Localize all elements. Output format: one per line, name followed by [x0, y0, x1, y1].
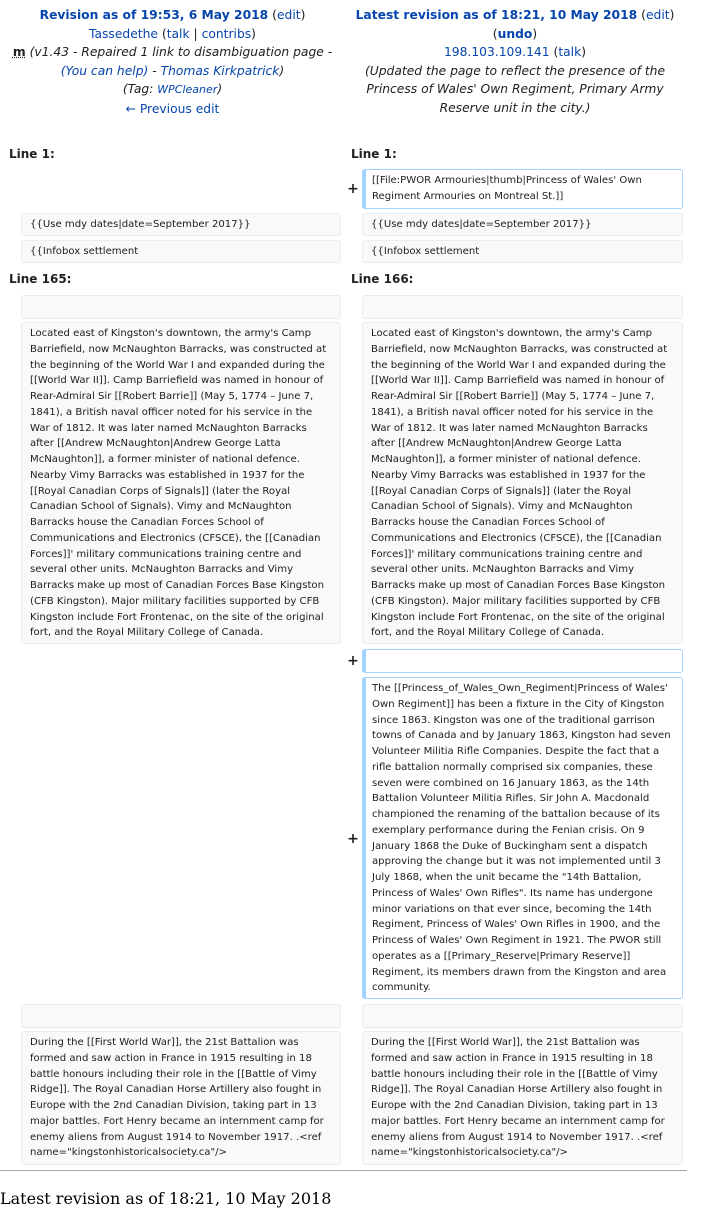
added-empty-line: [362, 649, 683, 673]
line-number-left: Line 1:: [9, 147, 55, 161]
right-revision-link[interactable]: Latest revision as of 18:21, 10 May 2018: [355, 8, 638, 22]
empty-context-line-left: [21, 1004, 341, 1028]
divider: [0, 1170, 687, 1171]
left-talk-link[interactable]: talk: [166, 26, 190, 41]
undo-link[interactable]: undo: [497, 26, 533, 41]
left-revision-link[interactable]: Revision as of 19:53, 6 May 2018: [39, 8, 269, 22]
context-paragraph-left: During the [[First World War]], the 21st Battalion was formed and saw action in France in 1915 resulting in 18 battle honours including their role in the [[Battle of Vimy Ridge]]. The Royal Canadian Horse Artillery also fought in Europe with the 2nd Canadian Division, taking part in 13 major battles. Fort Henry became an internment camp for enemy aliens from August 1914 to November 1917. .<ref name="kingstonhistoricalsociety.ca"/>: [21, 1031, 341, 1165]
added-line-marker: +: [347, 653, 359, 669]
left-edit-link[interactable]: edit: [276, 8, 301, 22]
context-paragraph-left: Located east of Kingston's downtown, the army's Camp Barriefield, now McNaughton Barracks, was constructed at the beginning of the World War I and expanded during the [[World War II]]. Camp Barriefield was named in honour of Rear-Admiral Sir [[Robert Barrie]] (May 5, 1774 – June 7, 1841), a British naval officer noted for his service in the War of 1812. It was later named McNaughton Barracks after [[Andrew McNaughton|Andrew George Latta McNaughton]], a former minister of national defence. Nearby Vimy Barracks was established in 1937 for the [[Royal Canadian Corps of Signals]] (later the Royal Canadian School of Signals). Vimy and McNaughton Barracks house the Canadian Forces School of Communications and Electronics (CFSCE), the [[Canadian Forces]]' military communications training centre and several other units. McNaughton Barracks and Vimy Barracks make up most of Canadian Forces Base Kingston (CFB Kingston). Major military facilities supported by CFB Kingston include Fort Frontenac, on the site of the original fort, and the Royal Military College of Canada.: [21, 322, 341, 644]
context-line-right: {{Use mdy dates|date=September 2017}}: [362, 213, 683, 236]
left-edit-summary: m (v1.43 - Repaired 1 link to disambiguation page - (You can help) - Thomas Kirkpatrick): [12, 45, 333, 78]
latest-revision-heading: Latest revision as of 18:21, 10 May 2018: [0, 1189, 332, 1208]
right-talk-link[interactable]: talk: [558, 45, 582, 59]
context-paragraph-right: During the [[First World War]], the 21st Battalion was formed and saw action in France in 1915 resulting in 18 battle honours including their role in the [[Battle of Vimy Ridge]]. The Royal Canadian Horse Artillery also fought in Europe with the 2nd Canadian Division, taking part in 13 major battles. Fort Henry became an internment camp for enemy aliens from August 1914 to November 1917. .<ref name="kingstonhistoricalsociety.ca"/>: [362, 1031, 683, 1165]
added-line-marker: +: [347, 831, 359, 847]
left-revision-title: Revision as of 19:53, 6 May 2018 (edit): [39, 8, 306, 22]
thomas-kirkpatrick-link[interactable]: Thomas Kirkpatrick: [160, 63, 280, 78]
right-edit-link[interactable]: edit: [645, 8, 670, 22]
right-user-line: 198.103.109.141 (talk): [443, 45, 587, 59]
wpcleaner-tag-link[interactable]: WPCleaner: [157, 83, 218, 96]
line-number-right: Line 166:: [351, 272, 414, 286]
context-line-right: {{Infobox settlement: [362, 240, 683, 263]
empty-context-line-left: [21, 295, 341, 319]
added-pwor-paragraph: The [[Princess_of_Wales_Own_Regiment|Princess of Wales' Own Regiment]] has been a fixture in the City of Kingston since 1863. Kingston was one of the traditional garrison towns of Canada and by January 1863, Kingston had seven Volunteer Militia Rifle Companies. Despite the fact that a rifle battalion normally comprised six companies, these seven were combined on 16 January 1863, as the 14th Battalion Volunteer Militia Rifles. Sir John A. Macdonald championed the renaming of the battalion because of its exemplary performance during the Fenian crisis. On 9 January 1868 the Duke of Buckingham sent a dispatch approving the change but it was not implemented until 3 July 1868, when the unit became the "14th Battalion, Princess of Wales' Own Rifles". Its name has undergone minor variations on that ever since, becoming the 14th Regiment, Princess of Wales' Own Rifles in 1900, and the Princess of Wales' Own Regiment in 1921. The PWOR still operates as a [[Primary_Reserve|Primary Reserve]] Regiment, its members drawn from the Kingston and area community.: [362, 677, 683, 999]
context-line-left: {{Infobox settlement: [21, 240, 341, 263]
minor-edit-badge: m: [12, 45, 26, 59]
added-line-marker: +: [347, 181, 359, 197]
context-paragraph-right: Located east of Kingston's downtown, the army's Camp Barriefield, now McNaughton Barracks, was constructed at the beginning of the World War I and expanded during the [[World War II]]. Camp Barriefield was named in honour of Rear-Admiral Sir [[Robert Barrie]] (May 5, 1774 – June 7, 1841), a British naval officer noted for his service in the War of 1812. It was later named McNaughton Barracks after [[Andrew McNaughton|Andrew George Latta McNaughton]], a former minister of national defence. Nearby Vimy Barracks was established in 1937 for the [[Royal Canadian Corps of Signals]] (later the Royal Canadian School of Signals). Vimy and McNaughton Barracks house the Canadian Forces School of Communications and Electronics (CFSCE), the [[Canadian Forces]]' military communications training centre and several other units. McNaughton Barracks and Vimy Barracks make up most of Canadian Forces Base Kingston (CFB Kingston). Major military facilities supported by CFB Kingston include Fort Frontenac, on the site of the original fort, and the Royal Military College of Canada.: [362, 322, 683, 644]
left-user-link[interactable]: Tassedethe: [89, 26, 158, 41]
previous-edit-link[interactable]: ← Previous edit: [125, 101, 220, 116]
right-revision-title: Latest revision as of 18:21, 10 May 2018 (edit): [355, 8, 675, 22]
you-can-help-link[interactable]: (You can help): [60, 63, 149, 78]
left-contribs-link[interactable]: contribs: [201, 26, 252, 41]
line-number-right: Line 1:: [351, 147, 397, 161]
empty-context-line-right: [362, 1004, 683, 1028]
right-edit-summary: (Updated the page to reflect the presence of the Princess of Wales' Own Regiment, Primary Army Reserve unit in the city.): [364, 63, 666, 115]
left-user-line: Tassedethe (talk | contribs): [89, 26, 256, 41]
ip-user-link[interactable]: 198.103.109.141: [443, 45, 550, 59]
left-revision-header: [0, 6, 345, 118]
right-revision-header: Latest revision as of 18:21, 10 May 2018 (edit) (undo) 198.103.109.141 (talk) (Updated the page to reflect the presence of the Princess of Wales' Own Regiment, Primary Army Reserve unit in the city.): [345, 6, 685, 117]
left-tag-line: (Tag: WPCleaner): [122, 82, 223, 96]
empty-context-line-right: [362, 295, 683, 319]
line-number-left: Line 165:: [9, 272, 72, 286]
added-file-line: [[File:PWOR Armouries|thumb|Princess of Wales' Own Regiment Armouries on Montreal St.]]: [362, 169, 683, 209]
context-line-left: {{Use mdy dates|date=September 2017}}: [21, 213, 341, 236]
